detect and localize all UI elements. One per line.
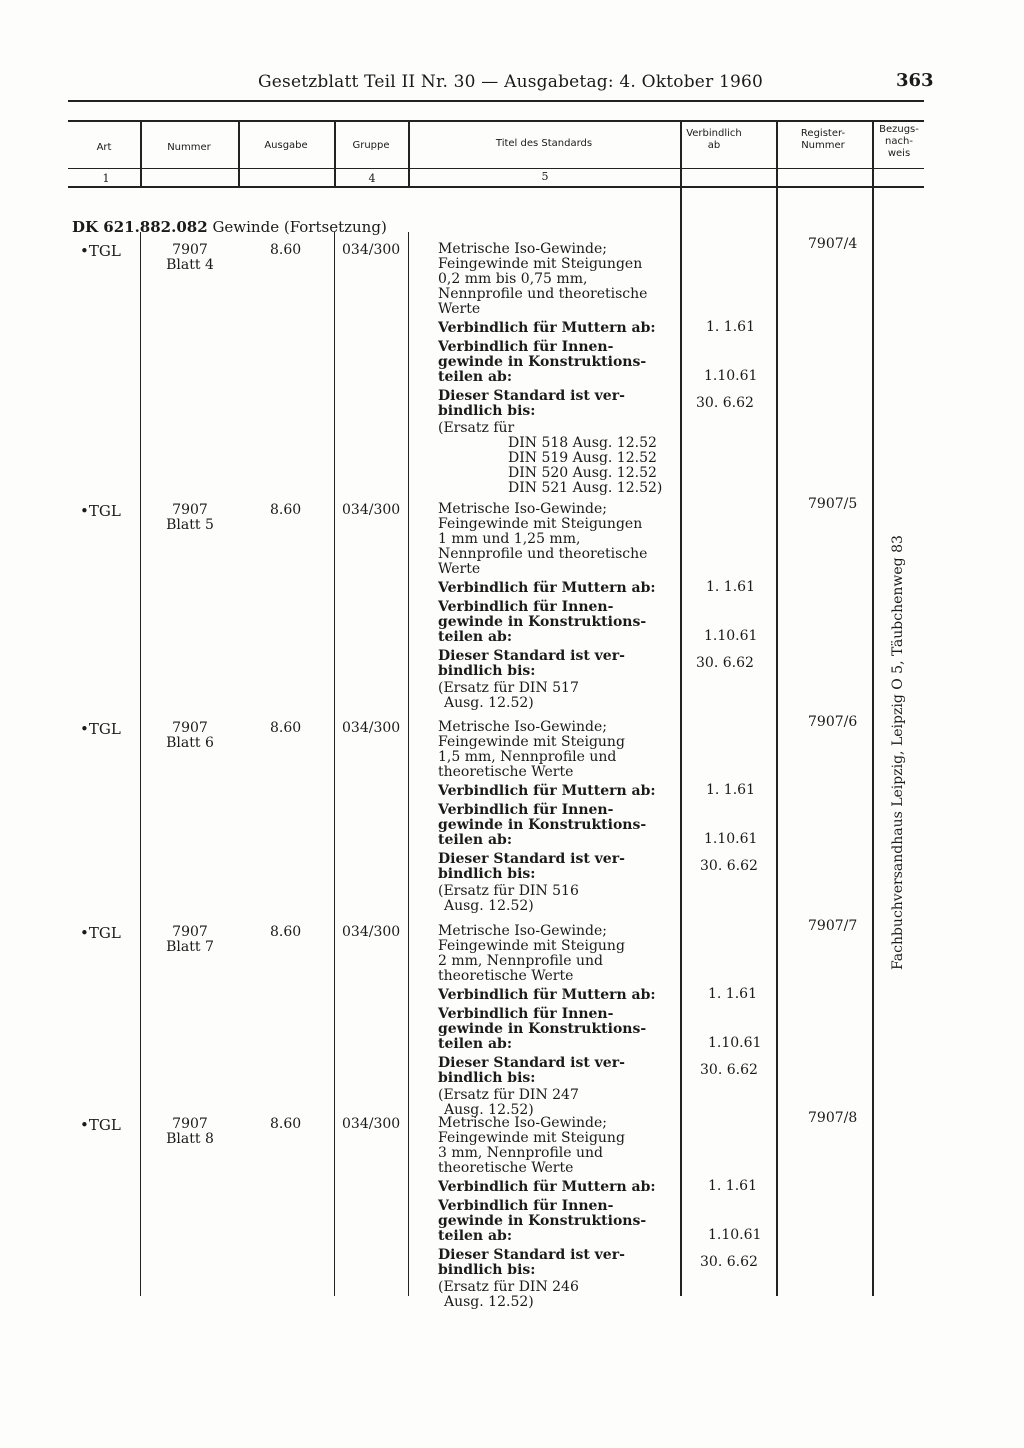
entry-ausgabe: 8.60 xyxy=(270,720,302,736)
entry-gruppe: 034/300 xyxy=(342,242,401,258)
entry-innen-label: Verbindlich für Innen- xyxy=(438,599,614,615)
header-rule xyxy=(68,100,924,102)
entry-innen-label: gewinde in Konstruktions- xyxy=(438,817,647,833)
entry-ersatz-line: DIN 518 Ausg. 12.52 xyxy=(508,435,657,451)
col-rule-3 xyxy=(334,120,336,188)
sidebar-note: Fachbuchversandhaus Leipzig, Leipzig O 5, Täubchenweg 83 xyxy=(890,535,906,970)
entry-bis-date: 30. 6.62 xyxy=(700,858,758,874)
entry-title-line: Werte xyxy=(438,301,481,317)
entry-ersatz-line: DIN 520 Ausg. 12.52 xyxy=(508,465,657,481)
col-rule-2 xyxy=(238,120,240,188)
colnum-5: 5 xyxy=(541,170,549,183)
entry-title-line: Werte xyxy=(438,561,481,577)
entry-blatt: Blatt 6 xyxy=(166,735,214,751)
entry-muttern-label: Verbindlich für Muttern ab: xyxy=(438,783,656,799)
entry-gruppe: 034/300 xyxy=(342,924,401,940)
entry-bis-label: Dieser Standard ist ver- xyxy=(438,1247,625,1263)
entry-muttern-date: 1. 1.61 xyxy=(706,319,755,335)
entry-innen-date: 1.10.61 xyxy=(704,831,758,847)
entry-muttern-label: Verbindlich für Muttern ab: xyxy=(438,987,656,1003)
running-title: Gesetzblatt Teil II Nr. 30 — Ausgabetag: 4. Oktober 1960 xyxy=(258,72,764,92)
entry-register: 7907/6 xyxy=(808,714,858,730)
entry-innen-label: teilen ab: xyxy=(438,629,512,645)
entry-innen-date: 1.10.61 xyxy=(708,1227,762,1243)
entry-muttern-date: 1. 1.61 xyxy=(706,579,755,595)
entry-bis-label: bindlich bis: xyxy=(438,1262,536,1278)
entry-nummer: 7907 xyxy=(172,502,208,518)
entry-bis-label: bindlich bis: xyxy=(438,663,536,679)
entry-bis-label: bindlich bis: xyxy=(438,866,536,882)
entry-ausgabe: 8.60 xyxy=(270,924,302,940)
entry-innen-label: Verbindlich für Innen- xyxy=(438,1006,614,1022)
table-head-rule xyxy=(68,168,924,169)
entry-muttern-date: 1. 1.61 xyxy=(708,986,757,1002)
entry-title-line: theoretische Werte xyxy=(438,968,574,984)
table-top-rule xyxy=(68,120,924,122)
entry-gruppe: 034/300 xyxy=(342,720,401,736)
colhead-verbindlich: Verbindlich ab xyxy=(686,128,742,151)
entry-innen-label: teilen ab: xyxy=(438,369,512,385)
entry-bis-date: 30. 6.62 xyxy=(696,655,754,671)
col-rule-1 xyxy=(140,120,142,188)
colhead-ausgabe: Ausgabe xyxy=(264,140,308,151)
entry-gruppe: 034/300 xyxy=(342,502,401,518)
entry-muttern-date: 1. 1.61 xyxy=(706,782,755,798)
entry-bis-date: 30. 6.62 xyxy=(700,1254,758,1270)
entry-art: •TGL xyxy=(80,502,121,520)
entry-blatt: Blatt 8 xyxy=(166,1131,214,1147)
entry-gruppe: 034/300 xyxy=(342,1116,401,1132)
colnum-4: 4 xyxy=(368,172,376,185)
entry-bis-label: Dieser Standard ist ver- xyxy=(438,851,625,867)
entry-art: •TGL xyxy=(80,720,121,738)
entry-art: •TGL xyxy=(80,242,121,260)
colhead-art: Art xyxy=(96,142,112,153)
entry-innen-label: teilen ab: xyxy=(438,1036,512,1052)
entry-bis-label: Dieser Standard ist ver- xyxy=(438,388,625,404)
entry-muttern-label: Verbindlich für Muttern ab: xyxy=(438,580,656,596)
entry-art: •TGL xyxy=(80,1116,121,1134)
entry-title-line: Metrische Iso-Gewinde; xyxy=(438,1115,607,1131)
entry-innen-label: gewinde in Konstruktions- xyxy=(438,354,647,370)
entry-ersatz-line: (Ersatz für DIN 516 xyxy=(438,883,579,899)
entry-title-line: theoretische Werte xyxy=(438,764,574,780)
entry-innen-date: 1.10.61 xyxy=(704,368,758,384)
entry-muttern-label: Verbindlich für Muttern ab: xyxy=(438,1179,656,1195)
entry-bis-label: bindlich bis: xyxy=(438,403,536,419)
section-dk: DK 621.882.082 xyxy=(72,218,208,236)
entry-muttern-label: Verbindlich für Muttern ab: xyxy=(438,320,656,336)
entry-register: 7907/4 xyxy=(808,236,858,252)
entry-ersatz-line: Ausg. 12.52) xyxy=(444,1102,534,1118)
entry-ersatz-line: Ausg. 12.52) xyxy=(444,695,534,711)
entry-nummer: 7907 xyxy=(172,1116,208,1132)
colhead-nummer: Nummer xyxy=(167,142,211,153)
col-rule-4 xyxy=(408,120,410,188)
entry-innen-label: Verbindlich für Innen- xyxy=(438,339,614,355)
entry-title-line: Nennprofile und theoretische xyxy=(438,286,648,302)
entry-innen-date: 1.10.61 xyxy=(704,628,758,644)
entry-bis-date: 30. 6.62 xyxy=(700,1062,758,1078)
entry-nummer: 7907 xyxy=(172,720,208,736)
entry-title-line: Feingewinde mit Steigungen xyxy=(438,256,643,272)
entry-title-line: Metrische Iso-Gewinde; xyxy=(438,501,607,517)
entry-muttern-date: 1. 1.61 xyxy=(708,1178,757,1194)
entry-title-line: Nennprofile und theoretische xyxy=(438,546,648,562)
entry-ersatz-line: (Ersatz für DIN 247 xyxy=(438,1087,579,1103)
entry-bis-label: Dieser Standard ist ver- xyxy=(438,648,625,664)
entry-ersatz-line: (Ersatz für DIN 246 xyxy=(438,1279,579,1295)
body-rule-nummer xyxy=(140,232,141,1296)
col-rule-register xyxy=(776,120,778,1296)
body-rule-gruppe xyxy=(334,232,335,1296)
col-rule-bezug xyxy=(872,120,874,1296)
section-heading xyxy=(72,218,387,236)
colhead-register: Register-Nummer xyxy=(800,128,846,151)
entry-blatt: Blatt 5 xyxy=(166,517,214,533)
entry-innen-label: Verbindlich für Innen- xyxy=(438,1198,614,1214)
entry-innen-label: teilen ab: xyxy=(438,1228,512,1244)
entry-bis-label: bindlich bis: xyxy=(438,1070,536,1086)
table-colnum-rule xyxy=(68,186,924,188)
entry-title-line: Feingewinde mit Steigungen xyxy=(438,516,643,532)
entry-register: 7907/7 xyxy=(808,918,858,934)
entry-title-line: Feingewinde mit Steigung xyxy=(438,938,625,954)
entry-innen-label: Verbindlich für Innen- xyxy=(438,802,614,818)
entry-title-line: 2 mm, Nennprofile und xyxy=(438,953,604,969)
entry-title-line: 1 mm und 1,25 mm, xyxy=(438,531,581,547)
entry-ersatz-line: (Ersatz für DIN 517 xyxy=(438,680,579,696)
entry-ersatz-line: Ausg. 12.52) xyxy=(444,1294,534,1310)
entry-ersatz-line: (Ersatz für xyxy=(438,420,515,436)
colnum-1: 1 xyxy=(102,172,110,185)
entry-bis-label: Dieser Standard ist ver- xyxy=(438,1055,625,1071)
entry-innen-label: gewinde in Konstruktions- xyxy=(438,1213,647,1229)
colhead-gruppe: Gruppe xyxy=(352,140,390,151)
entry-title-line: Feingewinde mit Steigung xyxy=(438,1130,625,1146)
entry-ersatz-line: DIN 519 Ausg. 12.52 xyxy=(508,450,657,466)
entry-innen-label: teilen ab: xyxy=(438,832,512,848)
entry-title-line: Feingewinde mit Steigung xyxy=(438,734,625,750)
entry-art: •TGL xyxy=(80,924,121,942)
entry-title-line: Metrische Iso-Gewinde; xyxy=(438,923,607,939)
entry-ersatz-line: DIN 521 Ausg. 12.52) xyxy=(508,480,663,496)
entry-innen-label: gewinde in Konstruktions- xyxy=(438,1021,647,1037)
entry-register: 7907/8 xyxy=(808,1110,858,1126)
entry-title-line: Metrische Iso-Gewinde; xyxy=(438,241,607,257)
entry-title-line: 1,5 mm, Nennprofile und xyxy=(438,749,617,765)
section-title: Gewinde (Fortsetzung) xyxy=(212,218,387,236)
entry-title-line: theoretische Werte xyxy=(438,1160,574,1176)
colhead-bezug: Bezugs-nach-weis xyxy=(879,124,919,159)
entry-ausgabe: 8.60 xyxy=(270,502,302,518)
entry-blatt: Blatt 4 xyxy=(166,257,214,273)
entry-ersatz-line: Ausg. 12.52) xyxy=(444,898,534,914)
colhead-titel: Titel des Standards xyxy=(495,138,593,149)
entry-ausgabe: 8.60 xyxy=(270,1116,302,1132)
entry-title-line: 3 mm, Nennprofile und xyxy=(438,1145,604,1161)
entry-ausgabe: 8.60 xyxy=(270,242,302,258)
entry-innen-label: gewinde in Konstruktions- xyxy=(438,614,647,630)
page-number: 363 xyxy=(896,70,934,91)
entry-innen-date: 1.10.61 xyxy=(708,1035,762,1051)
entry-bis-date: 30. 6.62 xyxy=(696,395,754,411)
body-rule-titel xyxy=(408,232,409,1296)
entry-blatt: Blatt 7 xyxy=(166,939,214,955)
entry-nummer: 7907 xyxy=(172,924,208,940)
entry-nummer: 7907 xyxy=(172,242,208,258)
entry-title-line: 0,2 mm bis 0,75 mm, xyxy=(438,271,588,287)
entry-register: 7907/5 xyxy=(808,496,858,512)
entry-title-line: Metrische Iso-Gewinde; xyxy=(438,719,607,735)
